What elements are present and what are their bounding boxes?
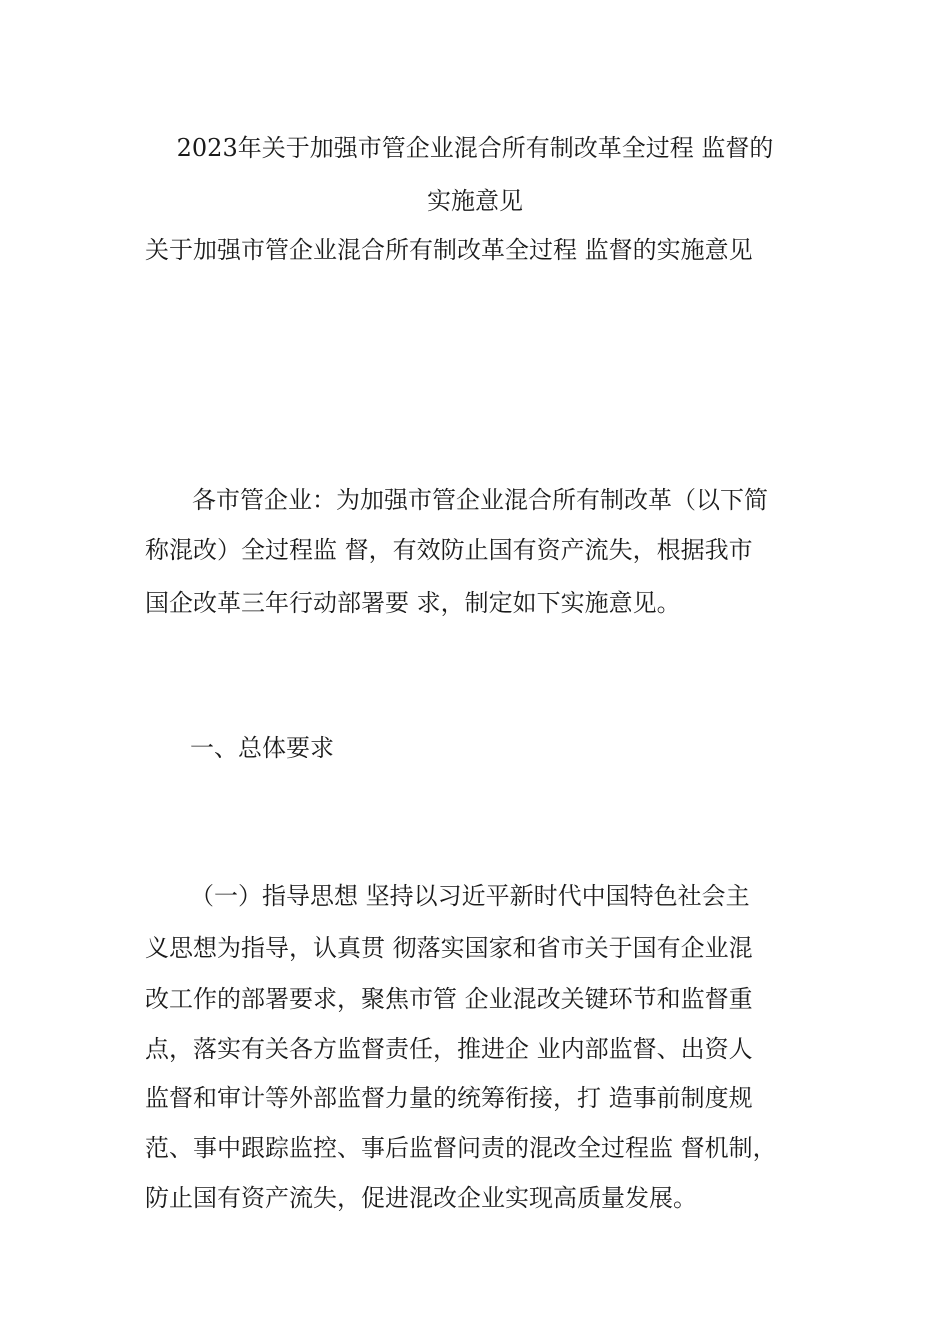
guiding-paragraph-line: （一）指导思想 坚持以习近平新时代中国特色社会主	[190, 882, 750, 910]
guiding-paragraph-line: 监督和审计等外部监督力量的统筹衔接，打 造事前制度规	[145, 1084, 753, 1112]
intro-paragraph-line: 国企改革三年行动部署要 求，制定如下实施意见。	[145, 589, 681, 617]
guiding-paragraph-line: 范、事中跟踪监控、事后监督问责的混改全过程监 督机制，	[145, 1134, 777, 1162]
section-heading: 一、总体要求	[190, 734, 334, 762]
guiding-paragraph-line: 改工作的部署要求，聚焦市管 企业混改关键环节和监督重	[145, 985, 753, 1013]
guiding-paragraph-line: 义思想为指导，认真贯 彻落实国家和省市关于国有企业混	[145, 934, 753, 962]
document-title-line-2: 实施意见	[427, 187, 523, 215]
guiding-paragraph-line: 点，落实有关各方监督责任，推进企 业内部监督、出资人	[145, 1035, 753, 1063]
document-title-line-1: 2023年关于加强市管企业混合所有制改革全过程 监督的	[176, 134, 774, 162]
intro-paragraph-line: 称混改）全过程监 督，有效防止国有资产流失，根据我市	[145, 536, 753, 564]
intro-paragraph-line: 各市管企业：为加强市管企业混合所有制改革（以下简	[192, 486, 768, 514]
guiding-paragraph-line: 防止国有资产流失，促进混改企业实现高质量发展。	[145, 1184, 697, 1212]
document-subtitle: 关于加强市管企业混合所有制改革全过程 监督的实施意见	[145, 236, 753, 264]
